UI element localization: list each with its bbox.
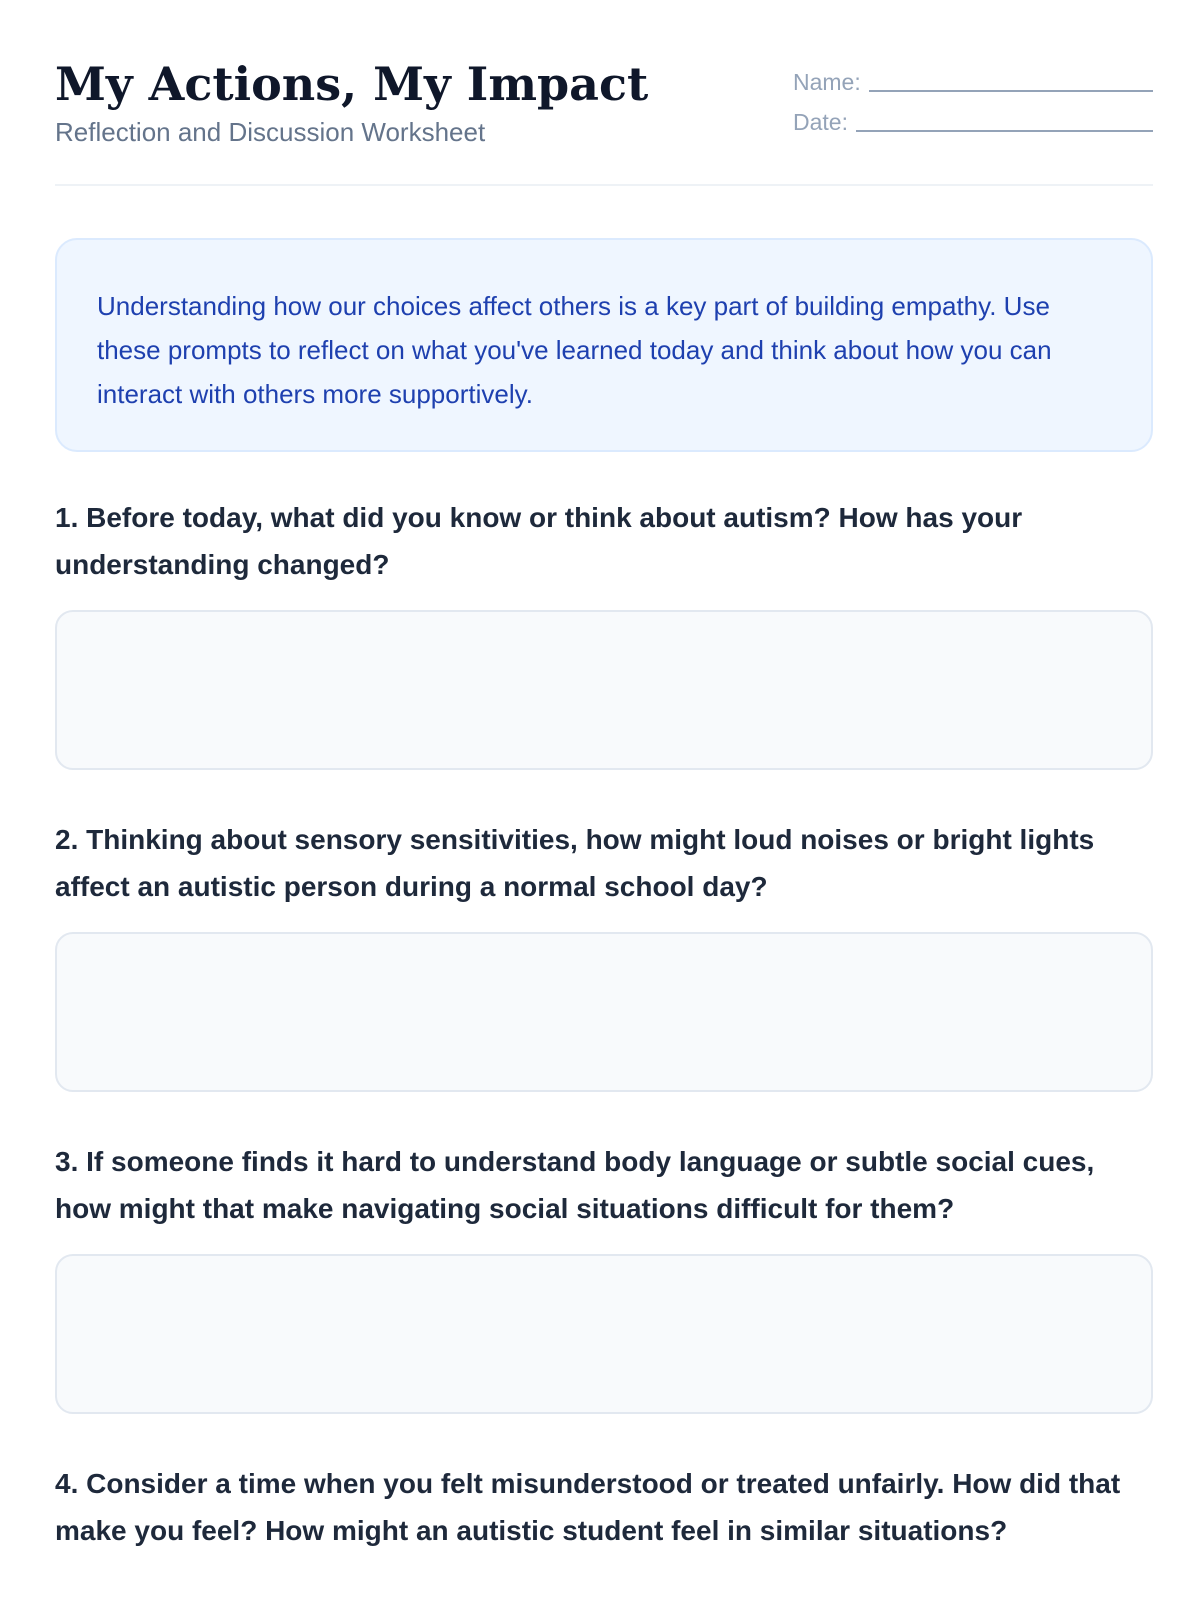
question-4-text: 4. Consider a time when you felt misunderstood or treated unfairly. How did that make you feel? How might an autistic student feel in similar situations? <box>55 1468 1121 1546</box>
intro-callout: Understanding how our choices affect others is a key part of building empathy. Use these prompts to reflect on what you've learned today and think about how you can interact with others more supportively. <box>55 238 1153 452</box>
question-1-answer-box[interactable] <box>55 610 1153 770</box>
question-1-text: 1. Before today, what did you know or think about autism? How has your understanding changed? <box>55 502 1023 580</box>
worksheet-page <box>55 0 1153 1600</box>
worksheet-header <box>55 52 1153 186</box>
question-3-answer-box[interactable] <box>55 1254 1153 1414</box>
student-info-fields <box>793 66 1153 146</box>
date-field-label: Date: <box>793 109 848 135</box>
question-4 <box>55 1460 1153 1554</box>
name-field[interactable] <box>793 66 1153 96</box>
page-title: My Actions, My Impact <box>55 57 649 111</box>
date-field[interactable] <box>793 106 1153 136</box>
date-field-line[interactable] <box>856 108 1153 132</box>
name-field-line[interactable] <box>869 68 1153 92</box>
question-2-answer-box[interactable] <box>55 932 1153 1092</box>
question-1 <box>55 494 1153 770</box>
name-field-label: Name: <box>793 69 861 95</box>
question-3-text: 3. If someone finds it hard to understand body language or subtle social cues, how might that make navigating social situations difficult for them? <box>55 1146 1095 1224</box>
question-2-text: 2. Thinking about sensory sensitivities, how might loud noises or bright lights affect an autistic person during a normal school day? <box>55 824 1095 902</box>
question-3 <box>55 1138 1153 1414</box>
page-subtitle: Reflection and Discussion Worksheet <box>55 117 486 147</box>
question-2 <box>55 816 1153 1092</box>
